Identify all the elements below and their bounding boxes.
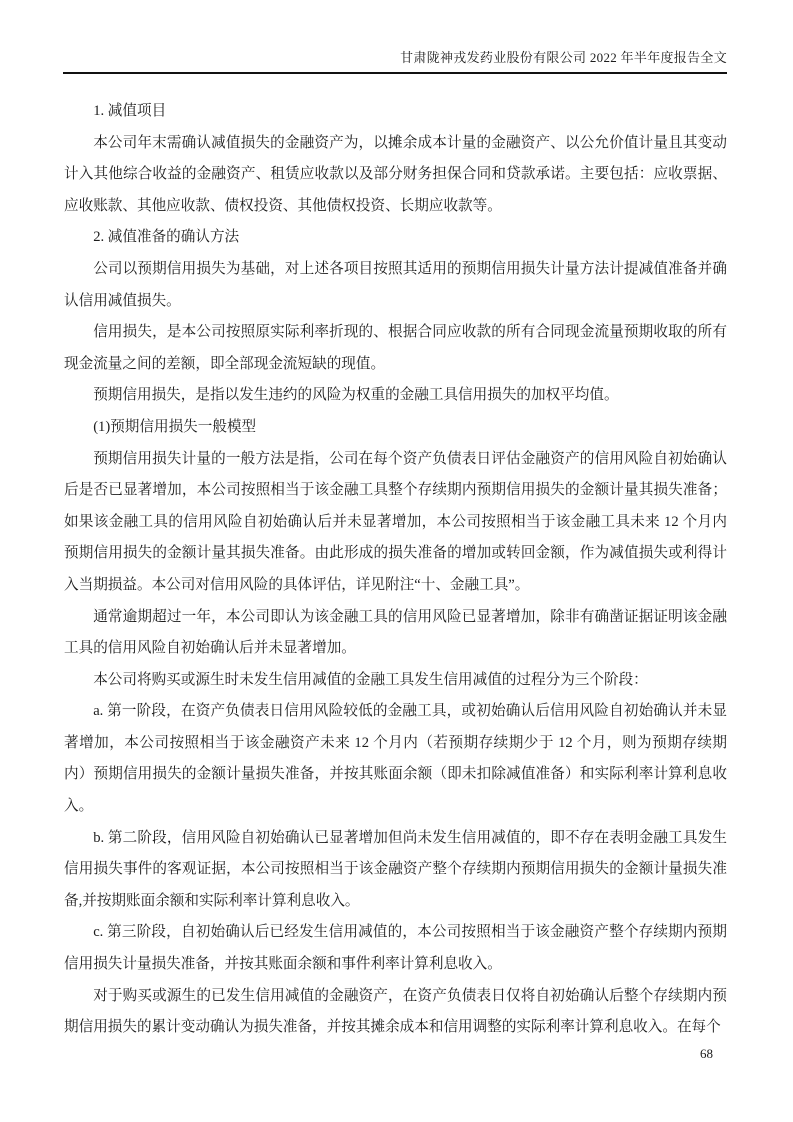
paragraph: 1. 减值项目 bbox=[93, 103, 167, 119]
paragraph: 公司以预期信用损失为基础，对上述各项目按照其适用的预期信用损失计量方法计提减值准备并确认信用减值损失。 bbox=[64, 260, 727, 309]
paragraph: a. 第一阶段，在资产负债表日信用风险较低的金融工具，或初始确认后信用风险自初始确认并未显著增加，本公司按照相当于该金融资产未来 12 个月内（若预期存续期少于 12 个月，则为预期存续期内）预期信用损失的金额计量损失准备，并按其账面余额（即未扣除减值准备）和实际利率计算利息收入。 bbox=[64, 703, 727, 815]
report-body bbox=[64, 96, 727, 1044]
paragraph: 信用损失，是本公司按照原实际利率折现的、根据合同应收款的所有合同现金流量预期收取的所有现金流量之间的差额，即全部现金流短缺的现值。 bbox=[64, 324, 727, 372]
paragraph: 通常逾期超过一年，本公司即认为该金融工具的信用风险已显著增加，除非有确凿证据证明该金融工具的信用风险自初始确认后并未显著增加。 bbox=[64, 608, 727, 657]
page-number: 68 bbox=[700, 1046, 713, 1061]
paragraph: c. 第三阶段，自初始确认后已经发生信用减值的，本公司按照相当于该金融资产整个存续期内预期信用损失计量损失准备，并按其账面余额和事件利率计算利息收入。 bbox=[64, 924, 727, 973]
paragraph: 对于购买或源生的已发生信用减值的金融资产，在资产负债表日仅将自初始确认后整个存续期内预期信用损失的累计变动确认为损失准备，并按其摊余成本和信用调整的实际利率计算利息收入。在每个 bbox=[64, 987, 727, 1036]
paragraph: (1)预期信用损失一般模型 bbox=[93, 418, 257, 435]
paragraph: 预期信用损失，是指以发生违约的风险为权重的金融工具信用损失的加权平均值。 bbox=[93, 387, 619, 404]
paragraph: 本公司年末需确认减值损失的金融资产为，以摊余成本计量的金融资产、以公允价值计量且其变动计入其他综合收益的金融资产、租赁应收款以及部分财务担保合同和贷款承诺。主要包括：应收票据、应收账款、其他应收款、债权投资、其他债权投资、长期应收款等。 bbox=[64, 134, 727, 214]
paragraph: 本公司将购买或源生时未发生信用减值的金融工具发生信用减值的过程分为三个阶段： bbox=[93, 671, 648, 688]
paragraph: b. 第二阶段，信用风险自初始确认已显著增加但尚未发生信用减值的，即不存在表明金融工具发生信用损失事件的客观证据，本公司按照相当于该金融资产整个存续期内预期信用损失的金额计量损失准备,并按期账面余额和实际利率计算利息收入。 bbox=[64, 829, 727, 909]
report-header: 甘肃陇神戎发药业股份有限公司 2022 年半年度报告全文 bbox=[63, 48, 727, 74]
paragraph: 预期信用损失计量的一般方法是指，公司在每个资产负债表日评估金融资产的信用风险自初始确认后是否已显著增加，本公司按照相当于该金融工具整个存续期内预期信用损失的金额计量其损失准备；如果该金融工具的信用风险自初始确认后并未显著增加，本公司按照相当于该金融工具未来 12 个月内预期信用损失的金额计量其损失准备。由此形成的损失准备的增加或转回金额，作为减值损失或利得计入当期损益。本公司对信用风险的具体评估，详见附注“十、金融工具”。 bbox=[64, 450, 727, 593]
paragraph: 2. 减值准备的确认方法 bbox=[93, 229, 240, 246]
